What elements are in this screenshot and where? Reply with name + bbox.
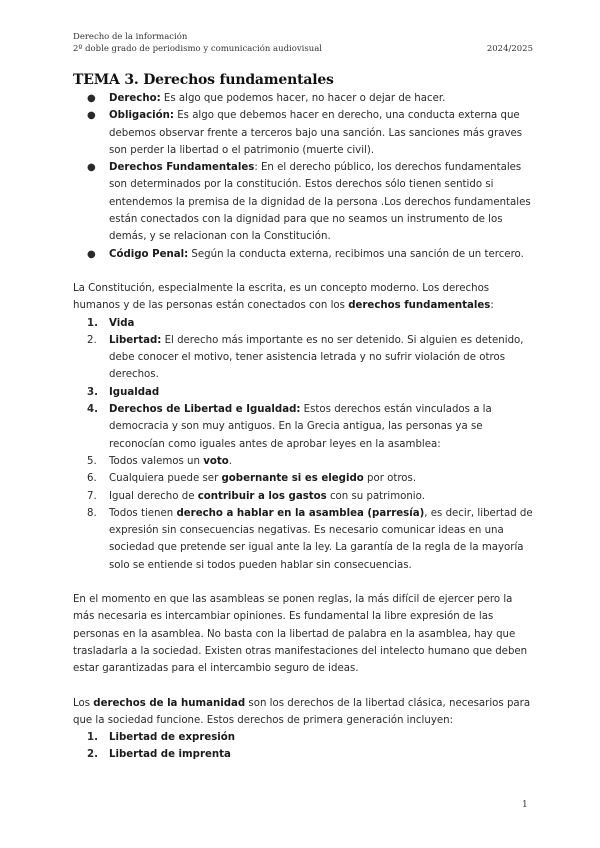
definition: Es algo que podemos hacer, no hacer o dejar de hacer. xyxy=(160,93,446,104)
term: Derecho: xyxy=(109,93,161,104)
list-item: 1. Libertad de expresión xyxy=(87,732,236,744)
bullet-icon: ● xyxy=(87,110,96,122)
list-item: 5. Todos valemos un voto. xyxy=(87,455,232,467)
list-item: 3. Igualdad xyxy=(87,386,160,398)
list-item xyxy=(73,107,533,159)
list-item: 2. Libertad: El derecho más importante es no ser detenido. Si alguien es detenido, debe conocer el motivo, tener asistencia letrada y no sufrir violación de otros derechos. xyxy=(87,334,524,381)
page-header xyxy=(73,31,533,55)
bullet-icon: ● xyxy=(87,162,96,174)
list-item: 2. Libertad de imprenta xyxy=(87,749,231,761)
definition: Es algo que debemos hacer en derecho, una conducta externa que debemos observar frente a terceros bajo una sanción. Las sanciones más graves son perder la libertad o el patrimonio (muerte civil). xyxy=(109,110,523,156)
list-item xyxy=(73,90,533,107)
freedoms-list xyxy=(73,729,533,764)
term: Obligación: xyxy=(109,110,174,122)
document-body xyxy=(73,90,533,764)
page-title: TEMA 3. Derechos fundamentales xyxy=(73,72,334,88)
list-item: 7. Igual derecho de contribuir a los gastos con su patrimonio. xyxy=(87,490,425,502)
term: Código Penal: xyxy=(109,248,189,260)
definitions-list xyxy=(73,90,533,263)
list-item: 1. Vida xyxy=(87,317,135,329)
definition: : En el derecho público, los derechos fundamentales son determinados por la constitución. Estos derechos sólo tienen sentido si entendemos la premisa de la dignidad de la persona .Los derechos fundamentales están conectados con la dignidad para que no seamos un instrumento de los demás, y se relacionan con la Constitución. xyxy=(109,162,531,243)
list-item xyxy=(73,246,533,263)
header-course: Derecho de la información xyxy=(73,32,188,42)
paragraph-humanity-rights: Los derechos de la humanidad son los derechos de la libertad clásica, necesarios para que la sociedad funcione. Estos derechos de primera generación incluyen: xyxy=(73,697,531,726)
list-item: 6. Cualquiera puede ser gobernante si es elegido por otros. xyxy=(87,473,417,485)
paragraph-assemblies: En el momento en que las asambleas se ponen reglas, la más difícil de ejercer pero la más necesaria es intercambiar opiniones. Es fundamental la libre expresión de las personas en la asamblea. No basta con la libertad de palabra en la asamblea, hay que trasladarla a la sociedad. Existen otras manifestaciones del intelecto humano que deben estar garantizadas para el intercambio seguro de ideas. xyxy=(73,594,528,675)
bullet-icon: ● xyxy=(87,93,96,104)
paragraph-constitution: La Constitución, especialmente la escrita, es un concepto moderno. Los derechos humanos y de las personas están conectados con los derechos fundamentales: xyxy=(73,282,494,312)
list-item: 4. Derechos de Libertad e Igualdad: Estos derechos están vinculados a la democracia y son muy antiguos. En la Grecia antigua, las personas ya se reconocían como iguales antes de aprobar leyes en la asamblea: xyxy=(87,404,492,450)
term: Derechos Fundamentales xyxy=(109,162,255,174)
bullet-icon: ● xyxy=(87,248,96,260)
list-item xyxy=(73,159,533,245)
rights-list xyxy=(73,315,533,574)
header-degree: 2º doble grado de periodismo y comunicación audiovisual xyxy=(73,44,323,54)
definition: Según la conducta externa, recibimos una sanción de un tercero. xyxy=(188,248,524,260)
header-year: 2024/2025 xyxy=(486,44,533,54)
list-item: 8. Todos tienen derecho a hablar en la asamblea (parresía), es decir, libertad de expresión sin consecuencias negativas. Es necesario comunicar ideas en una sociedad que pretende ser igual ante la ley. La garantía de la regla de la mayoría solo se entiende si todos pueden hablar sin consecuencias. xyxy=(87,507,533,571)
page-number: 1 xyxy=(522,800,528,810)
